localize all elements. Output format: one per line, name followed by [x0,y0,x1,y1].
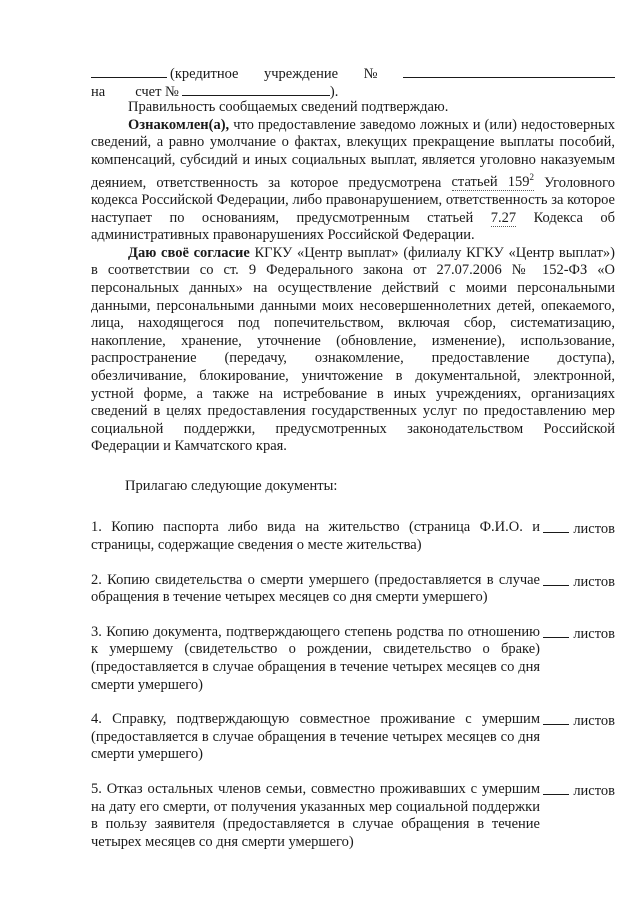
sheet-unit: листов [573,713,615,730]
sheet-unit: листов [573,783,615,800]
sheet-count [540,781,615,801]
acknowledgement-body: что предоставление заведомо ложных и (или) недостоверных сведений, а равно умолчание о фактах, влекущих прекращение выплаты пособий, компенсаций, субсидий и иных социальных выплат, является уголовно наказуемым деянием, ответственность за которое предусмотрена [91,116,615,191]
bank-line-1 [91,64,615,82]
bank-word: (кредитное [170,66,239,82]
bank-number-sign: № [363,66,378,82]
bank-word: учреждение [264,66,339,82]
sheet-unit: листов [573,573,615,590]
attachment-item-4 [91,711,615,764]
attachment-item-3 [91,624,615,694]
bank-word: на [91,83,106,100]
sheet-count-field[interactable] [543,711,569,725]
sheet-count [540,572,615,592]
account-label: счет № [135,83,179,100]
sheet-count-field[interactable] [543,519,569,533]
attachment-text: 3. Копию документа, подтверждающего степень родства по отношению к умершему (свидетельство о рождении, свидетельство о браке) (предоставляется в случае обращения в течение четырех месяцев со дня смерти умершего) [91,623,540,693]
acknowledgement-body-2: Уголовного кодекса Российской Федерации, либо правонарушением, ответственность за которое наступает по основаниям, предусмотренным статьей [91,174,615,226]
sheet-count [540,711,615,731]
confirm-statement [91,99,615,117]
sheet-unit: листов [573,625,615,642]
attachments-heading [91,478,615,496]
sheet-count [540,624,615,644]
attachment-item-5 [91,781,615,851]
acknowledgement-lead: Ознакомлен(а), [128,116,230,133]
attachment-text: 1. Копию паспорта либо вида на жительство (страница Ф.И.О. и страницы, содержащие сведения о месте жительства) [91,519,540,554]
document-page [91,64,615,851]
consent-paragraph [91,245,615,456]
blank-field[interactable] [91,64,167,78]
attachment-item-1 [91,519,615,554]
sheet-count-field[interactable] [543,572,569,586]
attachments-heading-text: Прилагаю следующие документы: [125,477,338,494]
consent-lead: Даю своё согласие [128,244,250,261]
sheet-count-field[interactable] [543,781,569,795]
consent-body: КГКУ «Центр выплат» (филиалу КГКУ «Центр выплат») в соответствии со ст. 9 Федерального закона от 27.07.2006 № 152-ФЗ «О персональных данных» на осуществление действий с моими персональными данными, персональными данными моих несовершеннолетних детей, опекаемого, лица, находящегося под попечительством, включая сбор, систематизацию, накопление, хранение, уточнение (обновление, изменение), использование, распространение (передачу, ознакомление, предоставление доступа), обезличивание, блокирование, уничтожение в документальной, электронной, устной форме, а также на истребование в иных учреждениях, организациях сведений в целях предоставления государственных услуг по предоставлению мер социальной поддержки, предусмотренных законодательством Российской Федерации и Камчатского края. [91,244,615,455]
confirm-text: Правильность сообщаемых сведений подтверждаю. [128,99,449,116]
bank-number-field[interactable] [403,64,615,78]
sheet-unit: листов [573,521,615,538]
acknowledgement-body-3: Кодекса об административных правонарушениях Российской Федерации. [91,209,615,244]
attachment-text: 5. Отказ остальных членов семьи, совместно проживавших с умершим на дату его смерти, от получения указанных мер социальной поддержки в пользу заявителя (предоставляется в случае обращения в течение четырех месяцев со дня смерти умершего) [91,781,540,850]
punctuation: ). [329,83,339,100]
admin-code-link[interactable]: 7.27 [490,209,517,226]
attachment-text: 2. Копию свидетельства о смерти умершего (предоставляется в случае обращения в течение четырех месяцев со дня смерти умершего) [91,571,540,606]
sheet-count [540,519,615,539]
bank-line-2 [91,82,615,100]
account-field[interactable] [182,82,330,96]
sheet-count-field[interactable] [543,624,569,638]
attachment-item-2 [91,572,615,607]
acknowledgement-paragraph [91,117,615,245]
criminal-code-link[interactable]: статьей $159^2$ [451,172,535,191]
attachment-text: 4. Справку, подтверждающую совместное проживание с умершим (предоставляется в случае обращения в течение четырех месяцев со дня смерти умершего) [91,711,540,763]
attachments-list [91,519,615,851]
